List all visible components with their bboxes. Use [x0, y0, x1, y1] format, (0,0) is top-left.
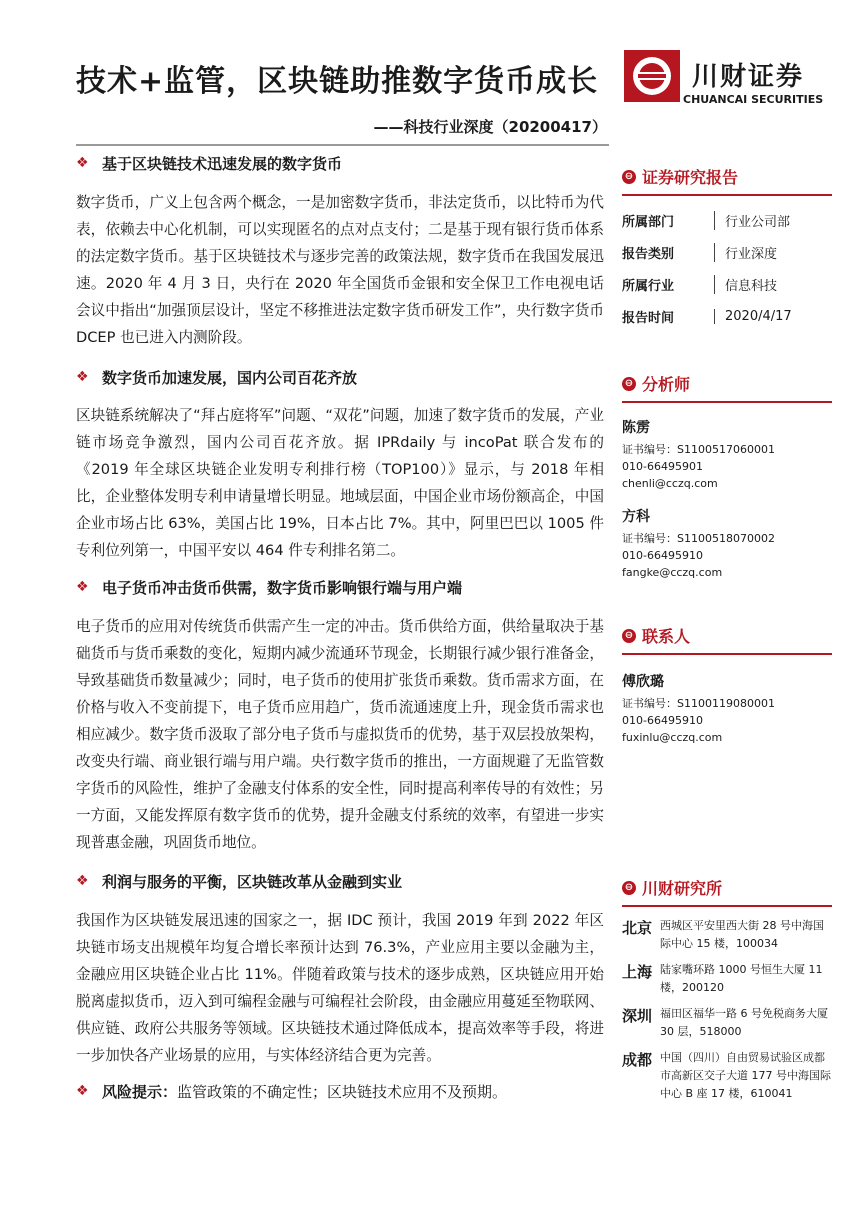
- email-link[interactable]: fuxinlu@cczq.com: [622, 731, 723, 744]
- diamond-bullet-icon: ❖: [76, 369, 89, 385]
- report-icon: ⊖: [622, 170, 636, 184]
- sidebar-divider: [622, 653, 832, 655]
- diamond-bullet-icon: ❖: [76, 873, 89, 889]
- section-profit-service: [76, 870, 604, 1069]
- page-subtitle: ——科技行业深度（20200417）: [373, 118, 607, 136]
- office-row: 成都 中国（四川）自由贸易试验区成都市高新区交子大道 177 号中海国际中心 B 座 17 楼，610041: [622, 1051, 831, 1100]
- sidebar-contacts: [622, 624, 832, 746]
- section-body: 区块链系统解决了“拜占庭将军”问题、“双花”问题，加速了数字货币的发展，产业链市场竞争激烈，国内公司百花齐放。据 IPRdaily 与 incoPat 联合发布的《2019 年全球区块链企业发明专利排行榜（TOP100）》显示，与 2018 年相比，企业整体发明专利申请量增长明显。地域层面，中国企业市场份额高企，中国企业市场占比 63%，美国占比 19%，日本占比 7%。其中，阿里巴巴以 1005 件专利位列第一，中国平安以 464 件专利排名第二。: [76, 407, 604, 559]
- section-heading: 基于区块链技术迅速发展的数字货币: [102, 154, 343, 173]
- institute-icon: ⊖: [622, 881, 636, 895]
- logo-wordmark-en: CHUANCAI SECURITIES: [683, 93, 824, 106]
- risk-notice: [76, 1080, 604, 1102]
- office-row: 深圳 福田区福华一路 6 号免税商务大厦 30 层，518000: [622, 1007, 828, 1038]
- diamond-bullet-icon: ❖: [76, 1083, 89, 1099]
- section-currency-supply-demand: [76, 576, 604, 856]
- office-row: 上海 陆家嘴环路 1000 号恒生大厦 11 楼，200120: [622, 963, 823, 994]
- analyst-card: 方科 证书编号：S1100518070002 010-66495910 fangke@cczq.com: [622, 506, 832, 581]
- section-body: 电子货币的应用对传统货币供需产生一定的冲击。货币供给方面，供给量取决于基础货币与货币乘数的变化，短期内减少流通环节现金，长期银行减少银行准备金，导致基础货币数量减少；同时，电子货币的使用扩张货币乘数。货币需求方面，在价格与收入不变前提下，电子货币应用趋广，货币流通速度上升，现金货币需求也相应减少。数字货币汲取了部分电子货币与虚拟货币的优势，基于双层投放架构，改变央行端、商业银行端与用户端。央行数字货币的推出，一方面规避了无监管数字货币的风险性，维护了金融支付体系的安全性，同时提高利率传导的有效性；另一方面，又能发挥原有数字货币的优势，提升金融支付系统的效率，有望进一步实现普惠金融，巩固货币地位。: [76, 618, 604, 851]
- diamond-bullet-icon: ❖: [76, 155, 89, 171]
- risk-label: 风险提示：: [102, 1082, 178, 1101]
- meta-row: 报告类别 行业深度: [622, 236, 832, 268]
- contact-icon: ⊖: [622, 629, 636, 643]
- meta-row: 所属部门 行业公司部: [622, 204, 832, 236]
- section-digital-currency: [76, 152, 604, 351]
- sidebar-heading: 川财研究所: [642, 879, 723, 898]
- sidebar-divider: [622, 401, 832, 403]
- analyst-icon: ⊖: [622, 377, 636, 391]
- section-domestic-companies: [76, 366, 604, 564]
- sidebar-divider: [622, 194, 832, 196]
- logo-wordmark-cn: 川财证券: [692, 62, 805, 92]
- section-heading: 利润与服务的平衡，区块链改革从金融到实业: [102, 872, 403, 891]
- email-link[interactable]: fangke@cczq.com: [622, 566, 723, 579]
- sidebar-heading: 证券研究报告: [642, 168, 739, 187]
- sidebar-divider: [622, 905, 832, 907]
- section-heading: 数字货币加速发展，国内公司百花齐放: [102, 368, 358, 387]
- section-body: 我国作为区块链发展迅速的国家之一，据 IDC 预计，我国 2019 年到 2022 年区块链市场支出规模年均复合增长率预计达到 76.3%，产业应用主要以金融为主，金融应用区块链企业占比 11%。伴随着政策与技术的逐步成熟，区块链应用开始脱离虚拟货币，迈入到可编程金融与可编程社会阶段，由金融应用蔓延至物联网、供应链、政府公共服务等领域。区块链技术通过降低成本，提高效率等手段，将进一步加快各产业场景的应用，与实体经济结合更为完善。: [76, 912, 604, 1064]
- chuancai-logo-icon: [624, 50, 680, 102]
- sidebar-institute: [622, 876, 832, 1111]
- meta-row: 所属行业 信息科技: [622, 268, 832, 300]
- analyst-card: 陈雳 证书编号：S1100517060001 010-66495901 chenli@cczq.com: [622, 417, 832, 492]
- sidebar-heading: 联系人: [642, 627, 691, 646]
- contact-card: 傅欣璐 证书编号：S1100119080001 010-66495910 fuxinlu@cczq.com: [622, 671, 832, 746]
- page-title: 技术+监管，区块链助推数字货币成长: [76, 64, 599, 99]
- section-heading: 电子货币冲击货币供需，数字货币影响银行端与用户端: [102, 578, 463, 597]
- email-link[interactable]: chenli@cczq.com: [622, 477, 718, 490]
- header-divider: [76, 144, 609, 146]
- sidebar-analysts: [622, 372, 832, 581]
- office-row: 北京 西城区平安里西大街 28 号中海国际中心 15 楼，100034: [622, 919, 824, 950]
- risk-text: 监管政策的不确定性；区块链技术应用不及预期。: [177, 1082, 508, 1101]
- diamond-bullet-icon: ❖: [76, 579, 89, 595]
- sidebar-report-info: [622, 165, 832, 332]
- sidebar-heading: 分析师: [642, 375, 691, 394]
- meta-row: 报告时间 2020/4/17: [622, 308, 792, 326]
- section-body: 数字货币，广义上包含两个概念，一是加密数字货币，非法定货币，以比特币为代表，依赖去中心化机制，可以实现匿名的点对点支付；二是基于现有银行货币体系的法定数字货币。基于区块链技术与逐步完善的政策法规，数字货币在我国发展迅速。2020 年 4 月 3 日，央行在 2020 年全国货币金银和安全保卫工作电视电话会议中指出“加强顶层设计，坚定不移推进法定数字货币研发工作”，央行数字货币 DCEP 也已进入内测阶段。: [76, 194, 604, 346]
